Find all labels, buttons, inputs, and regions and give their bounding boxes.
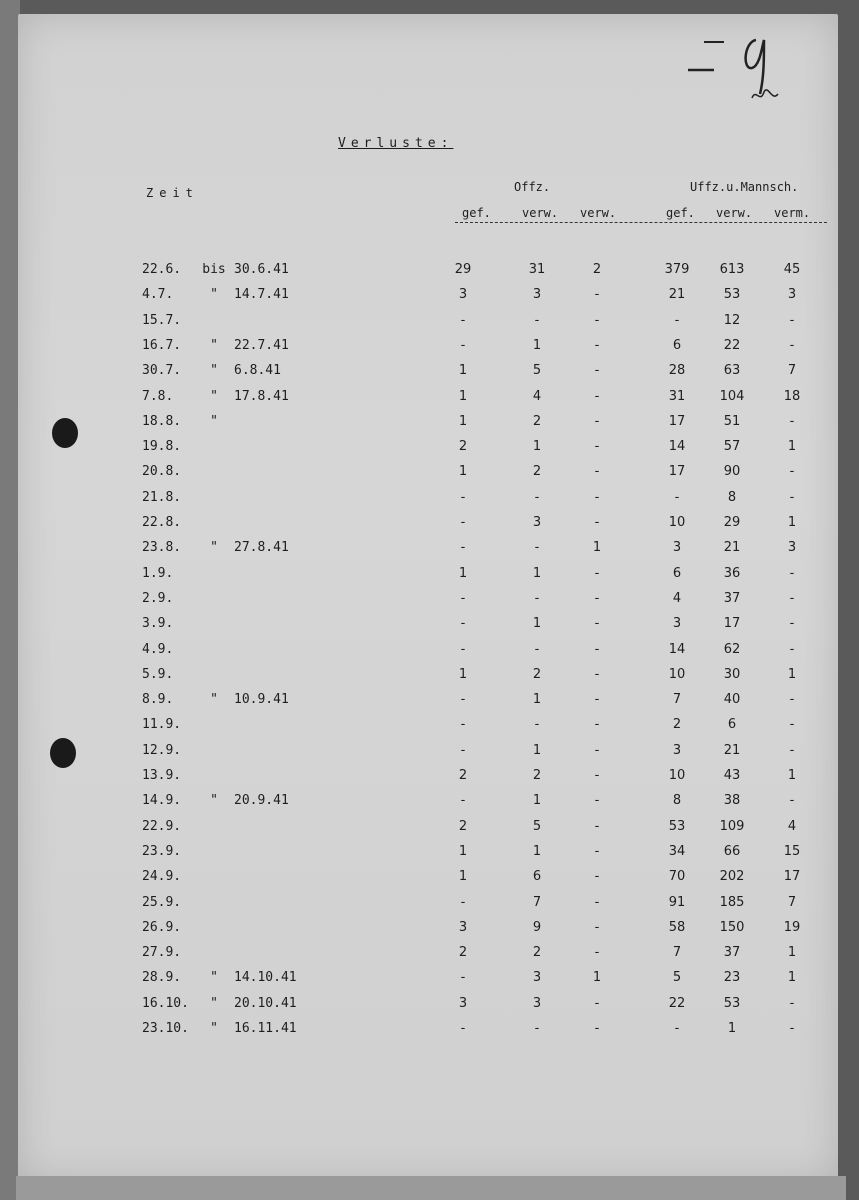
table-cell: 45 — [783, 262, 801, 277]
table-cell: 2 — [672, 717, 682, 732]
header-divider — [455, 222, 827, 223]
table-cell: - — [594, 1021, 600, 1036]
table-cell: 1 — [532, 439, 542, 454]
table-row-zeit — [142, 616, 314, 631]
table-cell: 10 — [668, 667, 686, 682]
table-cell: 379 — [664, 262, 690, 277]
table-cell: 14 — [668, 642, 686, 657]
table-cell: 1 — [532, 338, 542, 353]
zeit-to: 30.6.41 — [234, 262, 289, 277]
zeit-separator: " — [210, 1021, 218, 1036]
table-cell: 38 — [723, 793, 741, 808]
table-cell: 8 — [727, 490, 737, 505]
table-cell: - — [534, 717, 540, 732]
table-row-zeit — [142, 717, 314, 732]
table-cell: 22 — [723, 338, 741, 353]
table-cell: 66 — [723, 844, 741, 859]
table-cell: - — [674, 490, 680, 505]
zeit-from: 23.8. — [142, 540, 182, 555]
header-col-uffz-verw: verw. — [716, 206, 753, 220]
zeit-to: 6.8.41 — [234, 363, 281, 378]
table-cell: 2 — [532, 464, 542, 479]
table-cell: - — [534, 490, 540, 505]
table-cell: - — [789, 692, 795, 707]
header-uffz: Uffz.u.Mannsch. — [690, 180, 799, 194]
table-cell: 6 — [672, 338, 682, 353]
table-cell: 53 — [668, 819, 686, 834]
header-offz: Offz. — [514, 180, 551, 194]
table-cell: 17 — [668, 414, 686, 429]
table-cell: 37 — [723, 591, 741, 606]
table-cell: - — [534, 642, 540, 657]
table-cell: - — [674, 313, 680, 328]
table-cell: - — [594, 338, 600, 353]
table-cell: 10 — [668, 515, 686, 530]
table-cell: 2 — [458, 945, 468, 960]
table-cell: 29 — [454, 262, 472, 277]
table-cell: - — [789, 1021, 795, 1036]
table-cell: 7 — [672, 692, 682, 707]
table-cell: - — [789, 338, 795, 353]
table-cell: 19 — [783, 920, 801, 935]
zeit-from: 19.8. — [142, 439, 182, 454]
table-cell: 1 — [787, 768, 797, 783]
zeit-from: 20.8. — [142, 464, 182, 479]
table-cell: 1 — [532, 616, 542, 631]
table-cell: - — [594, 743, 600, 758]
table-cell: - — [789, 566, 795, 581]
table-cell: 91 — [668, 895, 686, 910]
zeit-to: 20.9.41 — [234, 793, 289, 808]
table-cell: 9 — [532, 920, 542, 935]
table-cell: - — [460, 313, 466, 328]
table-row-zeit — [142, 464, 314, 479]
zeit-separator: " — [210, 338, 218, 353]
table-cell: 1 — [458, 389, 468, 404]
table-cell: 1 — [787, 439, 797, 454]
table-row-zeit — [142, 389, 314, 404]
table-cell: 51 — [723, 414, 741, 429]
punch-hole-top — [52, 418, 78, 448]
table-cell: - — [460, 717, 466, 732]
zeit-from: 13.9. — [142, 768, 182, 783]
table-cell: 53 — [723, 287, 741, 302]
table-row-zeit — [142, 895, 314, 910]
table-cell: 1 — [458, 667, 468, 682]
table-cell: - — [460, 970, 466, 985]
zeit-from: 16.10. — [142, 996, 189, 1011]
table-cell: 2 — [458, 439, 468, 454]
table-cell: - — [534, 540, 540, 555]
table-cell: - — [594, 692, 600, 707]
table-cell: - — [674, 1021, 680, 1036]
table-cell: 6 — [672, 566, 682, 581]
zeit-from: 21.8. — [142, 490, 182, 505]
table-cell: 1 — [787, 970, 797, 985]
table-cell: 3 — [672, 743, 682, 758]
table-cell: 3 — [458, 287, 468, 302]
table-cell: 1 — [458, 566, 468, 581]
zeit-to: 14.7.41 — [234, 287, 289, 302]
header-col-uffz-verm: verm. — [774, 206, 811, 220]
table-cell: 1 — [532, 793, 542, 808]
table-cell: - — [789, 414, 795, 429]
zeit-from: 11.9. — [142, 717, 182, 732]
table-cell: 3 — [532, 996, 542, 1011]
table-cell: 1 — [787, 945, 797, 960]
table-cell: - — [594, 566, 600, 581]
table-cell: 2 — [592, 262, 602, 277]
table-cell: 43 — [723, 768, 741, 783]
zeit-from: 4.7. — [142, 287, 174, 302]
table-cell: 5 — [532, 819, 542, 834]
table-row-zeit — [142, 591, 314, 606]
table-cell: 18 — [783, 389, 801, 404]
zeit-separator: " — [210, 793, 218, 808]
zeit-from: 23.10. — [142, 1021, 189, 1036]
table-cell: 22 — [668, 996, 686, 1011]
table-cell: 2 — [532, 768, 542, 783]
table-cell: 1 — [532, 566, 542, 581]
zeit-from: 25.9. — [142, 895, 182, 910]
table-cell: 1 — [458, 869, 468, 884]
table-row-zeit — [142, 945, 314, 960]
table-cell: - — [534, 313, 540, 328]
table-cell: - — [594, 717, 600, 732]
table-cell: 21 — [723, 540, 741, 555]
table-cell: 1 — [532, 692, 542, 707]
table-cell: 2 — [458, 768, 468, 783]
table-row-zeit — [142, 970, 314, 985]
table-cell: 31 — [668, 389, 686, 404]
header-zeit: Zeit — [146, 186, 199, 200]
table-cell: - — [594, 768, 600, 783]
table-cell: - — [594, 464, 600, 479]
table-cell: 15 — [783, 844, 801, 859]
table-cell: 3 — [532, 515, 542, 530]
table-row-zeit — [142, 819, 314, 834]
zeit-from: 5.9. — [142, 667, 174, 682]
table-cell: 1 — [727, 1021, 737, 1036]
table-cell: 185 — [719, 895, 745, 910]
table-cell: - — [594, 389, 600, 404]
table-row-zeit — [142, 844, 314, 859]
table-cell: 58 — [668, 920, 686, 935]
table-cell: 7 — [787, 363, 797, 378]
zeit-from: 22.8. — [142, 515, 182, 530]
zeit-separator: " — [210, 970, 218, 985]
table-cell: - — [460, 793, 466, 808]
table-cell: - — [789, 642, 795, 657]
table-row-zeit — [142, 667, 314, 682]
table-cell: - — [594, 439, 600, 454]
table-cell: 2 — [458, 819, 468, 834]
table-cell: - — [789, 616, 795, 631]
table-cell: - — [594, 996, 600, 1011]
table-cell: 14 — [668, 439, 686, 454]
table-cell: 23 — [723, 970, 741, 985]
table-row-zeit — [142, 287, 314, 302]
table-cell: 62 — [723, 642, 741, 657]
zeit-from: 16.7. — [142, 338, 182, 353]
table-cell: - — [594, 414, 600, 429]
zeit-to: 22.7.41 — [234, 338, 289, 353]
table-row-zeit — [142, 996, 314, 1011]
table-cell: 17 — [723, 616, 741, 631]
table-cell: 17 — [668, 464, 686, 479]
zeit-from: 4.9. — [142, 642, 174, 657]
table-cell: - — [594, 313, 600, 328]
table-cell: - — [789, 793, 795, 808]
table-cell: 1 — [592, 970, 602, 985]
table-cell: - — [534, 1021, 540, 1036]
table-cell: 3 — [672, 540, 682, 555]
table-cell: - — [789, 313, 795, 328]
table-cell: - — [594, 616, 600, 631]
zeit-from: 15.7. — [142, 313, 182, 328]
table-cell: 31 — [528, 262, 546, 277]
table-cell: 7 — [787, 895, 797, 910]
table-row-zeit — [142, 920, 314, 935]
punch-hole-bottom — [50, 738, 76, 768]
table-cell: 37 — [723, 945, 741, 960]
table-cell: 7 — [532, 895, 542, 910]
zeit-to: 27.8.41 — [234, 540, 289, 555]
table-cell: - — [460, 1021, 466, 1036]
table-cell: 150 — [719, 920, 745, 935]
table-cell: 6 — [532, 869, 542, 884]
table-row-zeit — [142, 768, 314, 783]
table-cell: 6 — [727, 717, 737, 732]
table-cell: - — [594, 363, 600, 378]
table-cell: - — [460, 591, 466, 606]
table-cell: 28 — [668, 363, 686, 378]
zeit-from: 14.9. — [142, 793, 182, 808]
table-cell: - — [460, 490, 466, 505]
table-cell: 1 — [458, 464, 468, 479]
table-cell: 104 — [719, 389, 745, 404]
zeit-from: 7.8. — [142, 389, 174, 404]
table-cell: - — [594, 793, 600, 808]
table-cell: 1 — [787, 667, 797, 682]
table-cell: 2 — [532, 667, 542, 682]
page-shadow — [16, 1176, 846, 1200]
table-cell: 29 — [723, 515, 741, 530]
zeit-separator: " — [210, 692, 218, 707]
table-cell: - — [594, 667, 600, 682]
zeit-from: 3.9. — [142, 616, 174, 631]
zeit-from: 28.9. — [142, 970, 182, 985]
table-row-zeit — [142, 439, 314, 454]
table-cell: - — [594, 869, 600, 884]
page-title: Verluste: — [338, 136, 454, 151]
table-row-zeit — [142, 793, 314, 808]
table-cell: 1 — [532, 743, 542, 758]
table-cell: - — [594, 920, 600, 935]
table-cell: - — [594, 515, 600, 530]
table-cell: 613 — [719, 262, 745, 277]
zeit-separator: bis — [202, 262, 226, 277]
zeit-separator: " — [210, 389, 218, 404]
table-row-zeit — [142, 363, 314, 378]
zeit-from: 1.9. — [142, 566, 174, 581]
table-cell: 3 — [787, 540, 797, 555]
table-cell: 4 — [672, 591, 682, 606]
table-cell: 10 — [668, 768, 686, 783]
table-cell: - — [789, 490, 795, 505]
zeit-to: 17.8.41 — [234, 389, 289, 404]
table-cell: 202 — [719, 869, 745, 884]
table-row-zeit — [142, 540, 314, 555]
zeit-from: 8.9. — [142, 692, 174, 707]
table-cell: - — [460, 616, 466, 631]
header-col-offz-verm: verw. — [580, 206, 617, 220]
table-cell: 8 — [672, 793, 682, 808]
table-cell: - — [789, 591, 795, 606]
table-cell: 17 — [783, 869, 801, 884]
table-row-zeit — [142, 414, 314, 429]
header-col-offz-verw: verw. — [522, 206, 559, 220]
table-cell: 3 — [787, 287, 797, 302]
zeit-from: 22.9. — [142, 819, 182, 834]
table-cell: 109 — [719, 819, 745, 834]
table-row-zeit — [142, 262, 314, 277]
table-cell: 7 — [672, 945, 682, 960]
table-row-zeit — [142, 338, 314, 353]
table-row-zeit — [142, 515, 314, 530]
table-cell: 63 — [723, 363, 741, 378]
table-cell: 1 — [787, 515, 797, 530]
table-row-zeit — [142, 692, 314, 707]
zeit-from: 22.6. — [142, 262, 182, 277]
table-cell: 5 — [672, 970, 682, 985]
zeit-separator: " — [210, 414, 218, 429]
table-cell: - — [789, 996, 795, 1011]
table-cell: 2 — [532, 945, 542, 960]
table-cell: 1 — [532, 844, 542, 859]
table-cell: 3 — [458, 996, 468, 1011]
table-cell: - — [460, 338, 466, 353]
zeit-from: 27.9. — [142, 945, 182, 960]
table-cell: - — [460, 743, 466, 758]
header-col-uffz-gef: gef. — [666, 206, 695, 220]
table-cell: 70 — [668, 869, 686, 884]
table-cell: - — [789, 743, 795, 758]
table-cell: - — [594, 591, 600, 606]
table-cell: - — [460, 692, 466, 707]
zeit-from: 12.9. — [142, 743, 182, 758]
table-cell: - — [594, 287, 600, 302]
zeit-from: 2.9. — [142, 591, 174, 606]
table-cell: 3 — [458, 920, 468, 935]
table-cell: - — [594, 945, 600, 960]
zeit-from: 24.9. — [142, 869, 182, 884]
zeit-separator: " — [210, 287, 218, 302]
table-cell: 40 — [723, 692, 741, 707]
table-cell: 1 — [458, 414, 468, 429]
table-cell: - — [460, 540, 466, 555]
zeit-from: 26.9. — [142, 920, 182, 935]
zeit-separator: " — [210, 540, 218, 555]
table-cell: - — [594, 895, 600, 910]
table-cell: 1 — [458, 363, 468, 378]
table-cell: 53 — [723, 996, 741, 1011]
table-cell: 36 — [723, 566, 741, 581]
zeit-to: 20.10.41 — [234, 996, 297, 1011]
table-cell: 12 — [723, 313, 741, 328]
zeit-to: 14.10.41 — [234, 970, 297, 985]
table-cell: - — [460, 895, 466, 910]
table-cell: 30 — [723, 667, 741, 682]
table-row-zeit — [142, 566, 314, 581]
table-cell: - — [789, 464, 795, 479]
table-cell: 3 — [672, 616, 682, 631]
table-row-zeit — [142, 869, 314, 884]
table-row-zeit — [142, 490, 314, 505]
table-cell: 21 — [723, 743, 741, 758]
table-cell: - — [594, 490, 600, 505]
table-cell: 57 — [723, 439, 741, 454]
handwritten-mark — [680, 24, 800, 110]
table-row-zeit — [142, 743, 314, 758]
table-cell: 34 — [668, 844, 686, 859]
zeit-from: 18.8. — [142, 414, 182, 429]
table-cell: 1 — [592, 540, 602, 555]
table-cell: 90 — [723, 464, 741, 479]
zeit-from: 23.9. — [142, 844, 182, 859]
header-col-offz-gef: gef. — [462, 206, 491, 220]
table-cell: 3 — [532, 970, 542, 985]
table-cell: - — [789, 717, 795, 732]
table-cell: 2 — [532, 414, 542, 429]
table-cell: - — [594, 642, 600, 657]
table-row-zeit — [142, 1021, 314, 1036]
table-cell: - — [594, 844, 600, 859]
table-cell: - — [460, 515, 466, 530]
table-cell: 1 — [458, 844, 468, 859]
zeit-to: 16.11.41 — [234, 1021, 297, 1036]
table-cell: 3 — [532, 287, 542, 302]
zeit-separator: " — [210, 996, 218, 1011]
table-cell: - — [460, 642, 466, 657]
table-cell: 21 — [668, 287, 686, 302]
table-cell: - — [594, 819, 600, 834]
table-row-zeit — [142, 642, 314, 657]
zeit-from: 30.7. — [142, 363, 182, 378]
zeit-to: 10.9.41 — [234, 692, 289, 707]
table-cell: 4 — [532, 389, 542, 404]
background-edge — [0, 0, 20, 1200]
zeit-separator: " — [210, 363, 218, 378]
table-cell: - — [534, 591, 540, 606]
table-cell: 5 — [532, 363, 542, 378]
table-row-zeit — [142, 313, 314, 328]
table-cell: 4 — [787, 819, 797, 834]
